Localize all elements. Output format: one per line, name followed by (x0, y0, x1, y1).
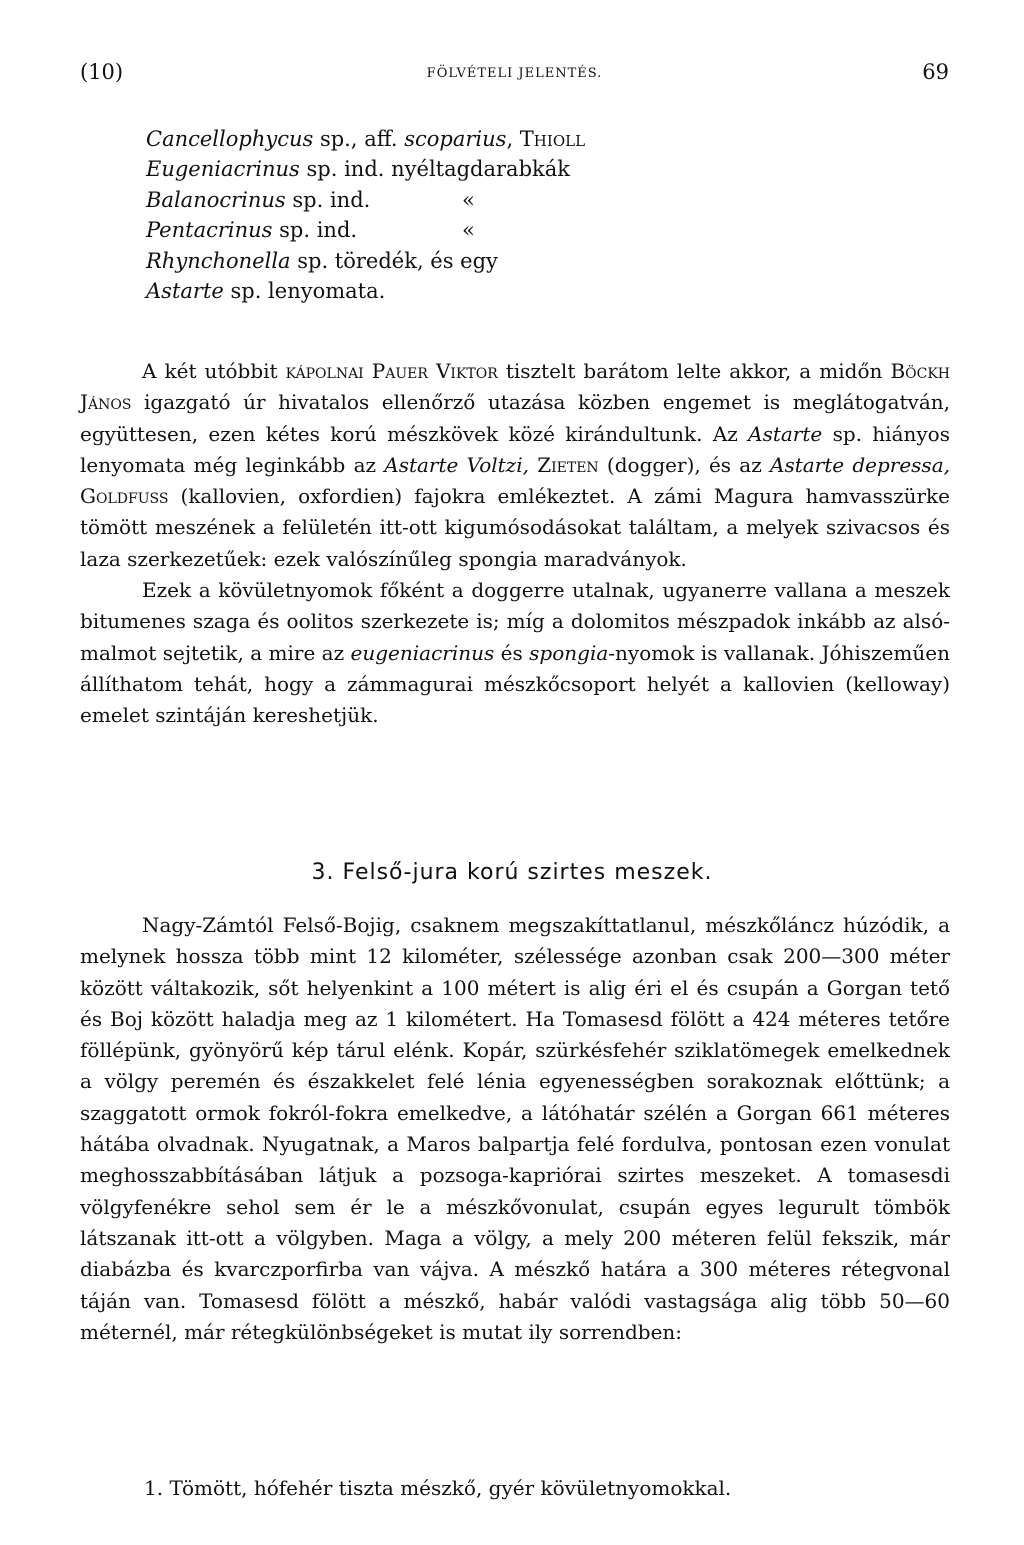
species-text: sp. ind. (272, 218, 358, 243)
species-text: sp. ind. (285, 187, 371, 212)
species-text: sp. ind. nyéltagdarabkák (299, 157, 570, 182)
species-item (146, 215, 585, 245)
species-text: sp. lenyomata. (223, 279, 386, 304)
species-item (146, 154, 585, 184)
genus-name: Eugeniacrinus (146, 157, 300, 182)
body-text-lower (80, 910, 950, 1348)
species-epithet: scoparius (404, 127, 507, 151)
ditto-mark: « (462, 187, 475, 212)
species-item (146, 276, 585, 306)
species-author: , Thioll (506, 127, 586, 151)
species-list (146, 124, 585, 306)
species-text: sp. töredék, és egy (290, 248, 498, 273)
running-title: FÖLVÉTELI JELENTÉS. (426, 66, 603, 81)
species-item (146, 246, 585, 276)
page-number-left: (10) (80, 60, 124, 84)
list-item: 1. Tömött, hófehér tiszta mészkő, gyér kövületnyomokkal. (144, 1476, 732, 1500)
ditto-mark: « (462, 218, 475, 243)
page-header (80, 60, 949, 90)
genus-name: Balanocrinus (146, 187, 286, 212)
section-heading: 3. Felső-jura korú szirtes meszek. (311, 860, 713, 885)
genus-name: Pentacrinus (146, 218, 273, 243)
species-item (146, 185, 585, 215)
paragraph-1: A két utóbbit kápolnai Pauer Viktor tisztelt barátom lelte akkor, a midőn Böckh János igazgató úr hivatalos ellenőrző utazása közben engemet is meglátogatván, együttesen, ezen kétes korú mészkövek közé kirándultunk. Az Astarte sp. hiányos lenyomata még leginkább az Astarte Voltzi, Zieten (dogger), és az Astarte depressa, Goldfuss (kallovien, oxfordien) fajokra emlékeztet. A zámi Magura hamvasszürke tömött meszének a felületén itt-ott kigumósodásokat találtam, a melyek szivacsos és laza szerkezetűek: ezek valószínűleg spongia maradványok. (80, 359, 950, 571)
species-text: sp., aff. (313, 127, 405, 151)
body-text-upper (80, 356, 950, 732)
genus-name: Cancellophycus (146, 127, 314, 151)
page-number-right: 69 (922, 60, 949, 84)
species-item (146, 124, 585, 154)
genus-name: Astarte (146, 279, 224, 304)
paragraph-3: Nagy-Zámtól Felső-Bojig, csaknem megszakíttatlanul, mészkőláncz húzódik, a melynek hossza több mint 12 kilométer, szélessége azonban csak 200—300 méter között váltakozik, sőt helyenkint a 100 métert is alig éri el és csupán a Gorgan tető és Boj között haladja meg az 1 kilométert. Ha Tomasesd fölött a 424 méteres tetőre föllépünk, gyönyörű kép tárul elénk. Kopár, szürkésfehér sziklatömegek emelkednek a völgy peremén és északkelet felé lénia egyenességben sorakoznak előttünk; a szaggatott ormok fokról-fokra emelkedve, a látóhatár szélén a Gorgan 661 méteres hátába olvadnak. Nyugatnak, a Maros balpartja felé fordulva, pontosan ezen vonulat meghosszabbításában látjuk a pozsoga-kapriórai szirtes meszeket. A tomasesdi völgyfenékre sehol sem ér le a mészkővonulat, csupán egyes legurult tömbök látszanak itt-ott a völgyben. Maga a völgy, a mely 200 méteren felül fekszik, már diabázba és kvarczporfirba van vájva. A mészkő határa a 300 méteres rétegvonal táján van. Tomasesd fölött a mészkő, habár valódi vastagsága alig több 50—60 méternél, már rétegkülönbségeket is mutat ily sorrendben: (80, 913, 950, 1344)
paragraph-2: Ezek a kövületnyomok főként a doggerre utalnak, ugyanerre vallana a meszek bitumenes szaga és oolitos szerkezete is; míg a dolomitos mészpadok inkább az alsó-malmot sejtetik, a mire az eugeniacrinus és spongia-nyomok is vallanak. Jóhiszeműen állíthatom tehát, hogy a zámmagurai mészkőcsoport helyét a kallovien (kelloway) emelet szintáján kereshetjük. (80, 578, 950, 728)
genus-name: Rhynchonella (146, 248, 291, 273)
